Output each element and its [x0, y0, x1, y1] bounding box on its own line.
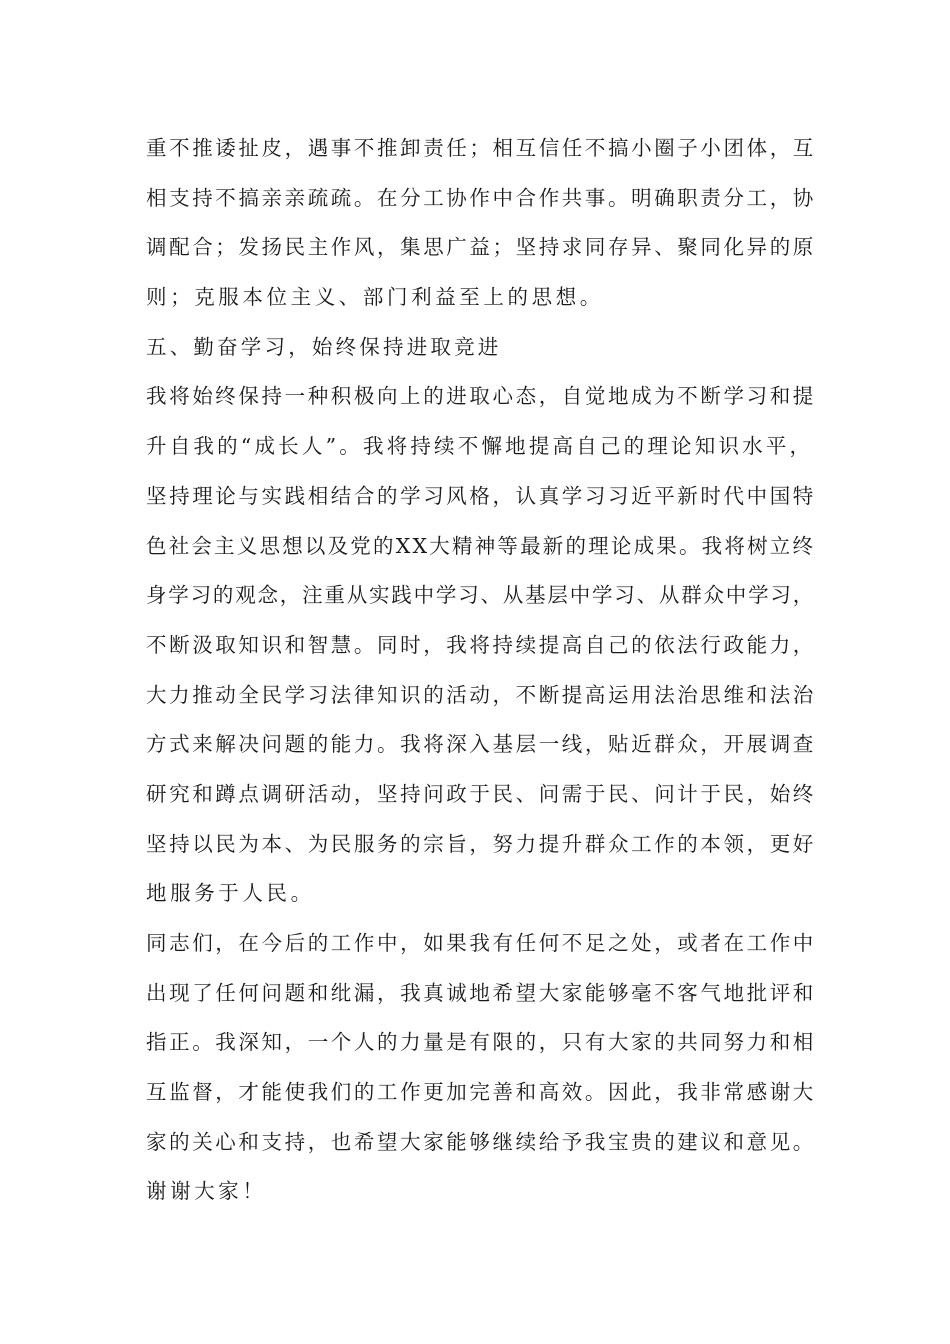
body-text-line: 升自我的“成长人”。我将持续不懈地提高自己的理论知识水平，: [146, 434, 814, 459]
body-text-line: 互监督，才能使我们的工作更加完善和高效。因此，我非常感谢大: [146, 1080, 816, 1105]
body-text-line: 方式来解决问题的能力。我将深入基层一线，贴近群众，开展调查: [146, 732, 816, 757]
body-text-line: 则；克服本位主义、部门利益至上的思想。: [146, 285, 604, 310]
body-text-line: 坚持理论与实践相结合的学习风格，认真学习习近平新时代中国特: [146, 483, 816, 508]
body-text-line: 家的关心和支持，也希望大家能够继续给予我宝贵的建议和意见。: [146, 1129, 816, 1154]
body-text-line: 地服务于人民。: [146, 881, 315, 906]
body-text-line: 大力推动全民学习法律知识的活动，不断提高运用法治思维和法治: [146, 682, 816, 707]
body-text-line: 相支持不搞亲亲疏疏。在分工协作中合作共事。明确职责分工，协: [146, 185, 816, 210]
body-text-line: 调配合；发扬民主作风，集思广益；坚持求同存异、聚同化异的原: [146, 235, 816, 260]
body-text-line: 重不推诿扯皮，遇事不推卸责任；相互信任不搞小圈子小团体，互: [146, 136, 816, 160]
closing-line: 谢谢大家！: [146, 1179, 267, 1204]
body-text-line: 我将始终保持一种积极向上的进取心态，自觉地成为不断学习和提: [146, 384, 816, 409]
body-text-line: 坚持以民为本、为民服务的宗旨，努力提升群众工作的本领，更好: [146, 831, 816, 856]
body-text-line: 研究和蹲点调研活动，坚持问政于民、问需于民、问计于民，始终: [146, 781, 816, 806]
document-body: [146, 124, 816, 1217]
body-text-line: 色社会主义思想以及党的XX大精神等最新的理论成果。我将树立终: [146, 533, 816, 558]
body-text-line: 同志们，在今后的工作中，如果我有任何不足之处，或者在工作中: [146, 931, 816, 955]
body-text-line: 身学习的观念，注重从实践中学习、从基层中学习、从群众中学习，: [146, 583, 815, 608]
body-text-line: 不断汲取知识和智慧。同时，我将持续提高自己的依法行政能力，: [146, 632, 816, 657]
section-heading: 五、勤奋学习，始终保持进取竞进: [146, 334, 502, 359]
body-text-line: 出现了任何问题和纰漏，我真诚地希望大家能够毫不客气地批评和: [146, 980, 816, 1005]
body-text-line: 指正。我深知，一个人的力量是有限的，只有大家的共同努力和相: [146, 1030, 816, 1055]
